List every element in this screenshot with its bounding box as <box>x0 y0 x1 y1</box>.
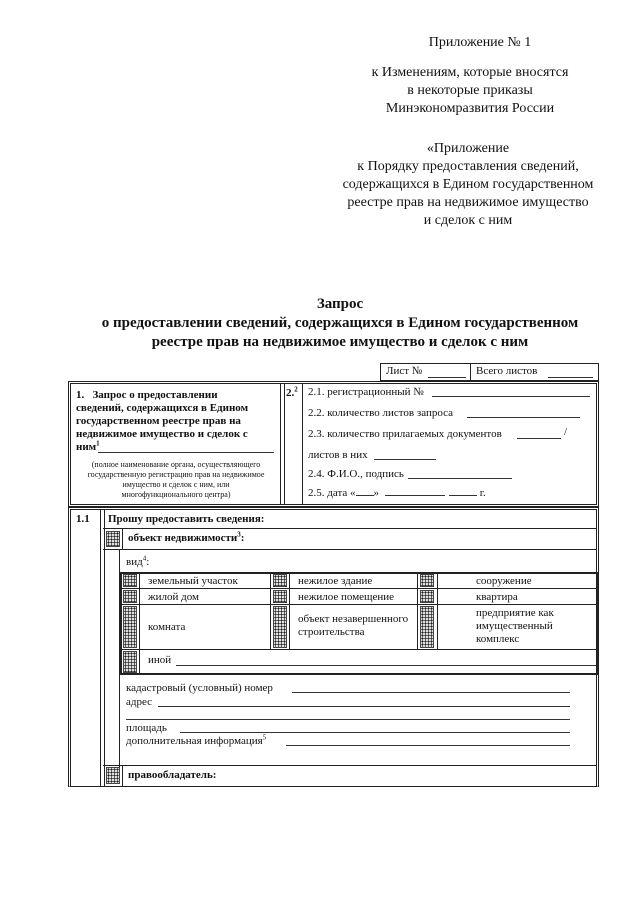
section-1-text: 1. Запрос о предоставлении сведений, содержащихся в Едином государственном реестре прав на недвижимое имущество и сделок с ним$^1$ <box>76 389 249 453</box>
structure-checkbox[interactable] <box>420 574 434 587</box>
owner-checkbox[interactable] <box>106 767 120 784</box>
object-checkbox[interactable] <box>106 531 120 547</box>
total-sheets-field[interactable] <box>548 377 593 378</box>
authority-name-field[interactable] <box>98 452 274 453</box>
total-sheets-label: Всего листов <box>476 365 538 377</box>
cadastral-label: кадастровый (условный) номер <box>126 682 273 694</box>
option-other: иной <box>148 654 172 666</box>
reg-number-label: 2.1. регистрационный № <box>308 386 424 398</box>
authority-name-note: (полное наименование органа, осуществляющего государственную регистрацию прав на недвижимое имущество и сделок с ним, или многофункционального центра) <box>87 460 265 499</box>
nonres-premises-checkbox[interactable] <box>273 590 287 603</box>
reg-number-field[interactable] <box>432 396 590 397</box>
option-land: земельный участок <box>148 575 238 587</box>
cadastral-field[interactable] <box>292 692 570 693</box>
section-1-1-number: 1.1 <box>76 513 90 525</box>
doc-sheets-field[interactable] <box>374 459 436 460</box>
attached-docs-field[interactable] <box>517 438 561 439</box>
option-nonres-building: нежилое здание <box>298 575 373 587</box>
other-field[interactable] <box>176 665 596 666</box>
option-structure: сооружение <box>476 575 532 587</box>
changes-reference: к Изменениям, которые вносятся в некоторые приказы Минэкономразвития России <box>371 65 569 116</box>
flat-checkbox[interactable] <box>420 590 434 603</box>
room-checkbox[interactable] <box>123 606 137 648</box>
option-flat: квартира <box>476 591 518 603</box>
section-1-1-header: Прошу предоставить сведения: <box>108 513 265 525</box>
option-nonres-premises: нежилое помещение <box>298 591 395 603</box>
house-checkbox[interactable] <box>123 590 137 603</box>
attached-docs-slash: / <box>564 426 568 438</box>
option-unfinished: объект незавершенного строительства <box>298 613 409 638</box>
kind-label: вид$^4$: <box>126 554 150 568</box>
appendix-heading: Приложение № 1 <box>428 35 532 50</box>
additional-info-label: дополнительная информация$^5$ <box>126 733 267 747</box>
request-sheets-label: 2.2. количество листов запроса <box>308 407 454 419</box>
annex-reference: «Приложение к Порядку предоставления сведений, содержащихся в Едином государственном реестре прав на недвижимое имущество и сделок с ним <box>342 141 594 228</box>
option-room: комната <box>148 621 186 633</box>
option-house: жилой дом <box>148 591 199 603</box>
signature-label: 2.4. Ф.И.О., подпись <box>308 468 404 480</box>
request-sheets-field[interactable] <box>467 417 580 418</box>
nonres-building-checkbox[interactable] <box>273 574 287 587</box>
additional-info-field[interactable] <box>286 745 570 746</box>
document-title: Запрос о предоставлении сведений, содержащихся в Едином государственном реестре прав на недвижимое имущество и сделок с ним <box>101 296 579 350</box>
other-checkbox[interactable] <box>123 651 137 673</box>
land-checkbox[interactable] <box>123 574 137 587</box>
section-2-number: 2.$^2$ <box>286 385 298 399</box>
date-label: 2.5. дата « » г. <box>308 487 486 499</box>
signature-field[interactable] <box>408 478 512 479</box>
address-label: адрес <box>126 696 153 708</box>
doc-sheets-label: листов в них <box>308 449 368 461</box>
unfinished-checkbox[interactable] <box>273 606 287 648</box>
option-enterprise: предприятие как имущественный комплекс <box>476 607 554 645</box>
address-field[interactable] <box>158 706 570 707</box>
sheet-number-label: Лист № <box>386 365 423 377</box>
sheet-number-field[interactable] <box>428 377 466 378</box>
object-label: объект недвижимости$^3$: <box>128 530 245 544</box>
owner-label: правообладатель: <box>128 769 217 781</box>
area-label: площадь <box>126 722 167 734</box>
attached-docs-label: 2.3. количество прилагаемых документов <box>308 428 502 440</box>
area-field[interactable] <box>180 732 570 733</box>
address-field-line2[interactable] <box>126 719 570 720</box>
enterprise-checkbox[interactable] <box>420 606 434 648</box>
